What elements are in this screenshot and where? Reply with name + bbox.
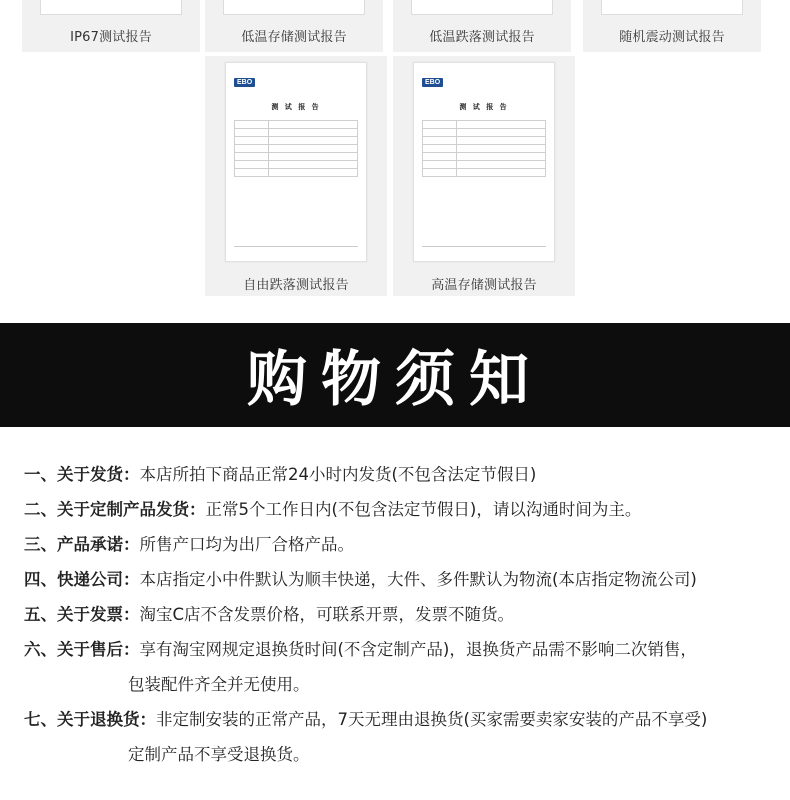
notice-item-product-promise bbox=[24, 527, 784, 562]
notice-text: 正常5个工作日内(不包含法定节假日)，请以沟通时间为主。 bbox=[205, 500, 642, 519]
notice-text: 淘宝C店不含发票价格，可联系开票，发票不随货。 bbox=[139, 605, 515, 624]
shopping-notice-banner bbox=[0, 323, 790, 427]
report-label: 高温存储测试报告 bbox=[431, 278, 537, 293]
notice-text: 所售产口均为出厂合格产品。 bbox=[139, 535, 354, 554]
notice-heading: 四、快递公司： bbox=[24, 570, 140, 589]
report-document-thumbnail bbox=[413, 62, 555, 262]
report-document-thumbnail bbox=[223, 0, 365, 15]
notice-list bbox=[24, 457, 784, 772]
notice-heading: 三、产品承诺： bbox=[24, 535, 140, 554]
notice-item-after-sales bbox=[24, 632, 784, 667]
report-info-table bbox=[234, 120, 358, 177]
report-info-table bbox=[422, 120, 546, 177]
notice-heading: 七、关于退换货： bbox=[24, 710, 156, 729]
top-report-row bbox=[0, 0, 790, 52]
report-card-high-temp-storage[interactable] bbox=[393, 56, 575, 296]
ebo-logo: EBO bbox=[234, 78, 255, 87]
notice-heading: 一、关于发货： bbox=[24, 465, 140, 484]
document-title: 测 试 报 告 bbox=[459, 102, 509, 111]
notice-heading: 五、关于发票： bbox=[24, 605, 140, 624]
report-document-thumbnail bbox=[225, 62, 367, 262]
notice-text: 非定制安装的正常产品，7天无理由退换货(买家需要卖家安装的产品不享受) bbox=[156, 710, 708, 729]
report-document-thumbnail bbox=[411, 0, 553, 15]
notice-text: 本店指定小中件默认为顺丰快递，大件、多件默认为物流(本店指定物流公司) bbox=[139, 570, 697, 589]
notice-item-courier bbox=[24, 562, 784, 597]
notice-item-returns bbox=[24, 702, 784, 737]
report-label: 低温跌落测试报告 bbox=[429, 30, 535, 45]
report-card-low-temp-drop[interactable] bbox=[393, 0, 571, 52]
notice-text: 本店所拍下商品正常24小时内发货(不包含法定节假日) bbox=[139, 465, 537, 484]
notice-item-custom-shipping bbox=[24, 492, 784, 527]
ebo-logo: EBO bbox=[422, 78, 443, 87]
report-document-thumbnail bbox=[601, 0, 743, 15]
report-label: 自由跌落测试报告 bbox=[243, 278, 349, 293]
report-label: IP67测试报告 bbox=[70, 30, 152, 45]
notice-heading: 六、关于售后： bbox=[24, 640, 140, 659]
notice-continuation: 包装配件齐全并无使用。 bbox=[128, 675, 310, 694]
report-document-thumbnail bbox=[40, 0, 182, 15]
footer-divider bbox=[234, 246, 358, 247]
footer-divider bbox=[422, 246, 546, 247]
report-card-ip67[interactable] bbox=[22, 0, 200, 52]
banner-title: 购物须知 bbox=[247, 345, 543, 415]
document-title: 测 试 报 告 bbox=[271, 102, 321, 111]
report-card-random-vibration[interactable] bbox=[583, 0, 761, 52]
report-card-free-drop[interactable] bbox=[205, 56, 387, 296]
report-card-low-temp-storage[interactable] bbox=[205, 0, 383, 52]
notice-continuation: 定制产品不享受退换货。 bbox=[128, 745, 310, 764]
notice-heading: 二、关于定制产品发货： bbox=[24, 500, 206, 519]
report-label: 低温存储测试报告 bbox=[241, 30, 347, 45]
notice-item-invoice bbox=[24, 597, 784, 632]
notice-text: 享有淘宝网规定退换货时间(不含定制产品)，退换货产品需不影响二次销售， bbox=[139, 640, 697, 659]
report-label: 随机震动测试报告 bbox=[619, 30, 725, 45]
notice-item-shipping bbox=[24, 457, 784, 492]
